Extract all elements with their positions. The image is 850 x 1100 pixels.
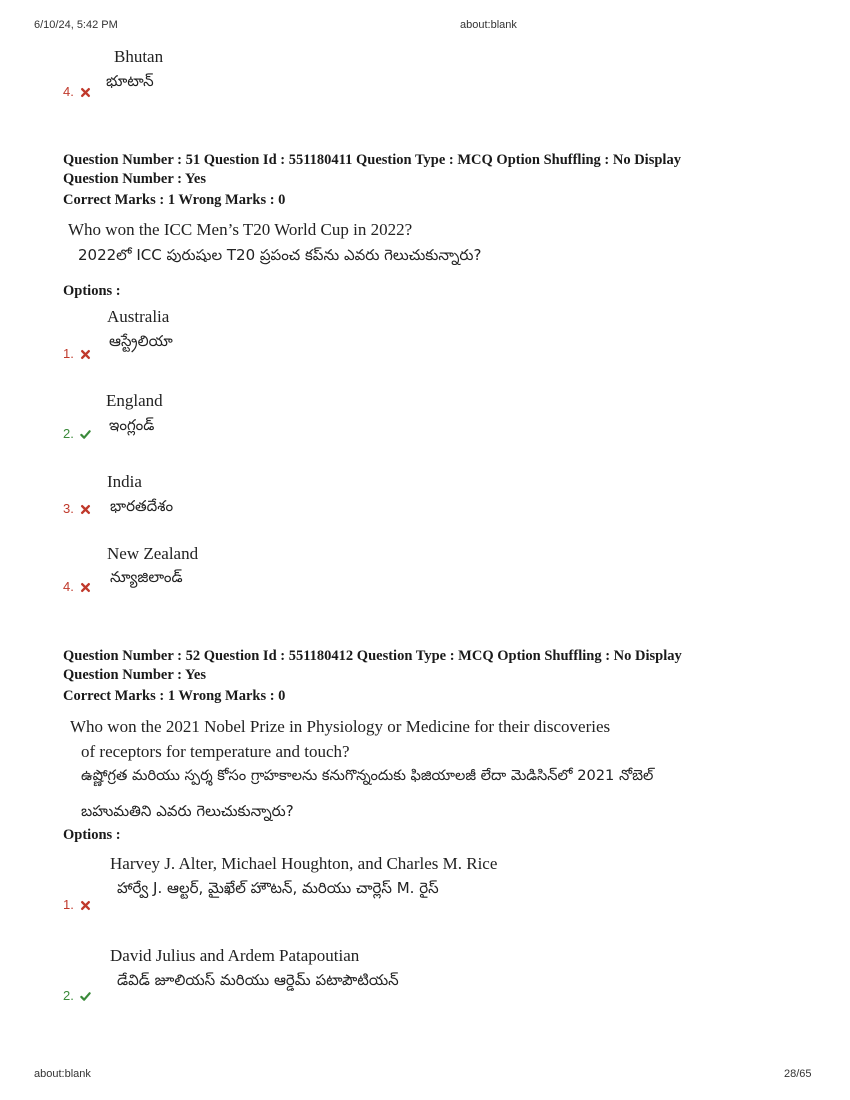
cross-icon — [80, 504, 91, 515]
option-text-te: న్యూజిలాండ్ — [110, 568, 183, 586]
options-label: Options : — [63, 283, 121, 299]
option-text-te: హార్వే J. ఆల్టర్, మైఖేల్ హౌటన్, మరియు చార్లెస్ M. రైస్ — [117, 879, 439, 897]
check-icon — [80, 991, 91, 1002]
question-text-te: 2022లో ICC పురుషుల T20 ప్రపంచ కప్‌ను ఎవరు గెలుచుకున్నారు? — [78, 246, 482, 264]
question-meta: Question Number : 52 Question Id : 551180412 Question Type : MCQ Option Shuffling : No Display — [63, 648, 682, 664]
option-number — [63, 84, 91, 99]
print-url: about:blank — [460, 19, 517, 31]
option-text-te: ఆస్ట్రేలియా — [109, 332, 173, 350]
option-text-en: Harvey J. Alter, Michael Houghton, and Charles M. Rice — [110, 854, 498, 873]
option-text-en: New Zealand — [107, 544, 199, 563]
option-number — [63, 897, 91, 912]
option-number-label: 4. — [63, 579, 74, 594]
option-number-label: 3. — [63, 501, 74, 516]
option-number — [63, 579, 91, 594]
option-text-te: డేవిడ్ జూలియస్ మరియు ఆర్డెమ్ పటాపౌటియన్ — [117, 971, 399, 989]
question-meta: Question Number : 51 Question Id : 551180411 Question Type : MCQ Option Shuffling : No Display — [63, 152, 681, 168]
option-number-label: 1. — [63, 897, 74, 912]
page-number: 28/65 — [784, 1068, 812, 1080]
footer-url: about:blank — [34, 1068, 91, 1080]
cross-icon — [80, 87, 91, 98]
question-text-te-cont: బహుమతిని ఎవరు గెలుచుకున్నారు? — [81, 802, 294, 820]
option-text-en: David Julius and Ardem Patapoutian — [110, 946, 360, 965]
cross-icon — [80, 900, 91, 911]
option-number — [63, 426, 91, 441]
cross-icon — [80, 349, 91, 360]
print-timestamp: 6/10/24, 5:42 PM — [34, 19, 118, 31]
marks-info: Correct Marks : 1 Wrong Marks : 0 — [63, 192, 286, 208]
question-text-en: Who won the 2021 Nobel Prize in Physiology or Medicine for their discoveries — [70, 717, 611, 736]
option-number-label: 4. — [63, 84, 74, 99]
option-text-te: భూటాన్ — [106, 72, 154, 90]
option-number — [63, 988, 91, 1003]
option-text-en: India — [107, 472, 142, 491]
question-text-en-cont: of receptors for temperature and touch? — [81, 742, 350, 761]
option-number-label: 1. — [63, 346, 74, 361]
option-number — [63, 501, 91, 516]
marks-info: Correct Marks : 1 Wrong Marks : 0 — [63, 688, 286, 704]
question-meta-2: Question Number : Yes — [63, 667, 206, 683]
check-icon — [80, 429, 91, 440]
option-number — [63, 346, 91, 361]
cross-icon — [80, 582, 91, 593]
option-number-label: 2. — [63, 426, 74, 441]
option-text-en: England — [106, 391, 163, 410]
option-text-te: భారతదేశం — [110, 497, 174, 515]
option-text-en: Australia — [107, 307, 170, 326]
options-label: Options : — [63, 827, 121, 843]
question-text-te: ఉష్ణోగ్రత మరియు స్పర్శ కోసం గ్రాహకాలను కనుగొన్నందుకు ఫిజియాలజీ లేదా మెడిసిన్‌లో 2021 నోబెల్ — [81, 767, 654, 784]
question-text-en: Who won the ICC Men’s T20 World Cup in 2022? — [68, 220, 413, 239]
question-meta-2: Question Number : Yes — [63, 171, 206, 187]
option-text-te: ఇంగ్లండ్ — [109, 416, 155, 434]
option-number-label: 2. — [63, 988, 74, 1003]
option-text-en: Bhutan — [114, 47, 164, 66]
